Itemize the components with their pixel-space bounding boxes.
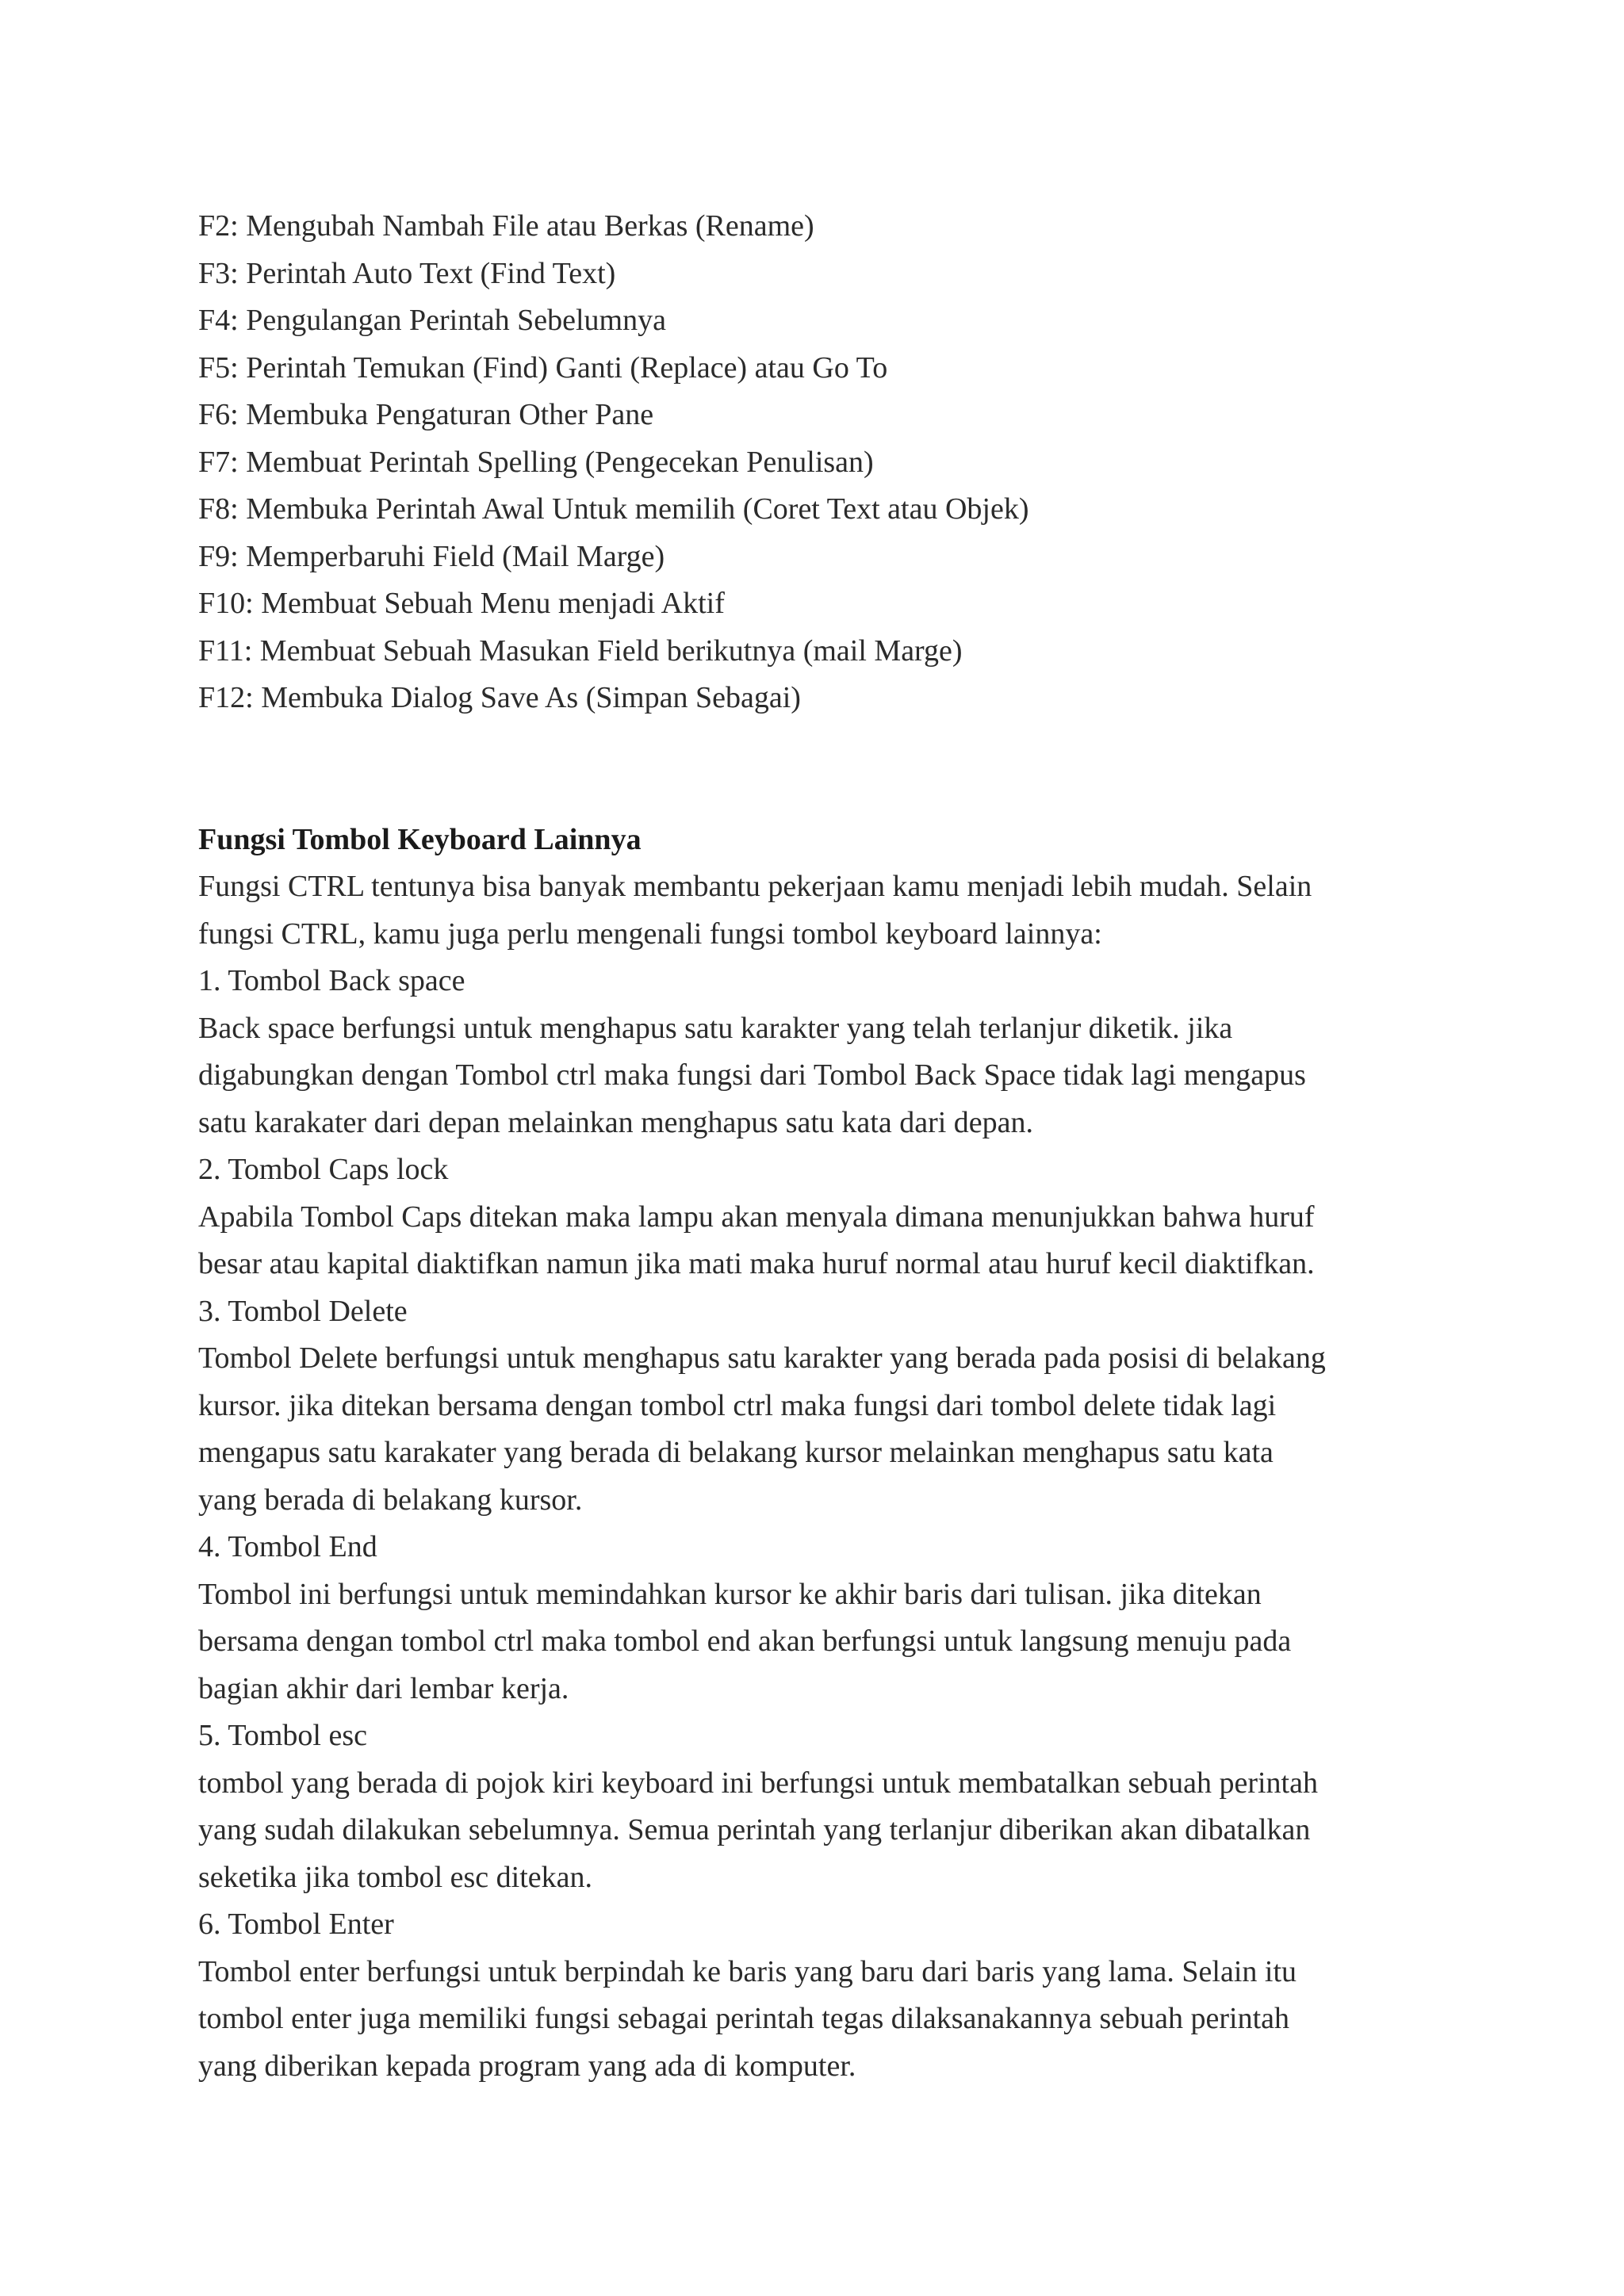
- fkey-line-f7: F7: Membuat Perintah Spelling (Pengecekan Penulisan): [198, 445, 874, 479]
- fkey-line-f12: F12: Membuka Dialog Save As (Simpan Sebagai): [198, 681, 801, 714]
- key-item-title: 4. Tombol End: [198, 1530, 377, 1563]
- key-item-description-line: Tombol ini berfungsi untuk memindahkan kursor ke akhir baris dari tulisan. jika ditekan: [198, 1577, 1262, 1611]
- intro-line: Fungsi CTRL tentunya bisa banyak membantu pekerjaan kamu menjadi lebih mudah. Selain: [198, 870, 1312, 903]
- key-item-description-line: Back space berfungsi untuk menghapus satu karakter yang telah terlanjur diketik. jika: [198, 1011, 1233, 1045]
- key-item-title: 1. Tombol Back space: [198, 964, 465, 997]
- key-item-title: 3. Tombol Delete: [198, 1294, 408, 1328]
- fkey-line-f11: F11: Membuat Sebuah Masukan Field berikutnya (mail Marge): [198, 633, 963, 668]
- key-item-enter: [198, 1901, 1467, 2090]
- other-keys-section: [198, 817, 1467, 2091]
- key-item-description-line: mengapus satu karakater yang berada di belakang kursor melainkan menghapus satu kata: [198, 1436, 1274, 1469]
- function-key-list: [198, 203, 1467, 722]
- key-item-title: 2. Tombol Caps lock: [198, 1153, 449, 1186]
- key-item-description-line: yang sudah dilakukan sebelumnya. Semua perintah yang terlanjur diberikan akan dibatalkan: [198, 1813, 1311, 1846]
- fkey-line-f6: F6: Membuka Pengaturan Other Pane: [198, 398, 654, 431]
- key-item-description-line: Apabila Tombol Caps ditekan maka lampu akan menyala dimana menunjukkan bahwa huruf: [198, 1200, 1315, 1234]
- fkey-line-f4: F4: Pengulangan Perintah Sebelumnya: [198, 304, 666, 337]
- fkey-line-f2: F2: Mengubah Nambah File atau Berkas (Rename): [198, 209, 814, 243]
- key-item-backspace: [198, 958, 1467, 1146]
- key-item-description-line: Tombol enter berfungsi untuk berpindah ke baris yang baru dari baris yang lama. Selain itu: [198, 1954, 1297, 1988]
- intro-line: fungsi CTRL, kamu juga perlu mengenali fungsi tombol keyboard lainnya:: [198, 916, 1102, 951]
- fkey-line-f5: F5: Perintah Temukan (Find) Ganti (Replace) atau Go To: [198, 350, 888, 385]
- key-item-description-line: tombol enter juga memiliki fungsi sebagai perintah tegas dilaksanakannya sebuah perintah: [198, 2002, 1290, 2035]
- fkey-line-f8: F8: Membuka Perintah Awal Untuk memilih (Coret Text atau Objek): [198, 492, 1029, 526]
- key-item-end: [198, 1524, 1467, 1712]
- key-item-description-line: seketika jika tombol esc ditekan.: [198, 1860, 593, 1894]
- fkey-line-f9: F9: Memperbaruhi Field (Mail Marge): [198, 539, 665, 573]
- key-item-description-line: yang berada di belakang kursor.: [198, 1483, 583, 1517]
- key-item-esc: [198, 1712, 1467, 1901]
- key-item-description-line: bersama dengan tombol ctrl maka tombol end akan berfungsi untuk langsung menuju pada: [198, 1624, 1292, 1658]
- section-spacer: [198, 722, 1467, 817]
- section-heading: Fungsi Tombol Keyboard Lainnya: [198, 822, 642, 856]
- fkey-line-f3: F3: Perintah Auto Text (Find Text): [198, 256, 616, 290]
- key-item-delete: [198, 1288, 1467, 1525]
- key-item-description-line: bagian akhir dari lembar kerja.: [198, 1671, 569, 1705]
- key-item-capslock: [198, 1146, 1467, 1288]
- key-item-description-line: satu karakater dari depan melainkan menghapus satu kata dari depan.: [198, 1105, 1034, 1139]
- key-item-description-line: yang diberikan kepada program yang ada di komputer.: [198, 2049, 856, 2083]
- key-item-description-line: kursor. jika ditekan bersama dengan tombol ctrl maka fungsi dari tombol delete tidak lagi: [198, 1388, 1277, 1422]
- key-item-description-line: besar atau kapital diaktifkan namun jika mati maka huruf normal atau huruf kecil diaktifkan.: [198, 1247, 1315, 1280]
- key-item-description-line: tombol yang berada di pojok kiri keyboard ini berfungsi untuk membatalkan sebuah perintah: [198, 1766, 1318, 1800]
- key-item-title: 6. Tombol Enter: [198, 1908, 394, 1941]
- key-item-description-line: Tombol Delete berfungsi untuk menghapus satu karakter yang berada pada posisi di belakang: [198, 1341, 1326, 1375]
- document-body: [198, 203, 1467, 2090]
- fkey-line-f10: F10: Membuat Sebuah Menu menjadi Aktif: [198, 587, 725, 620]
- key-item-title: 5. Tombol esc: [198, 1719, 368, 1752]
- key-item-description-line: digabungkan dengan Tombol ctrl maka fungsi dari Tombol Back Space tidak lagi mengapus: [198, 1058, 1306, 1092]
